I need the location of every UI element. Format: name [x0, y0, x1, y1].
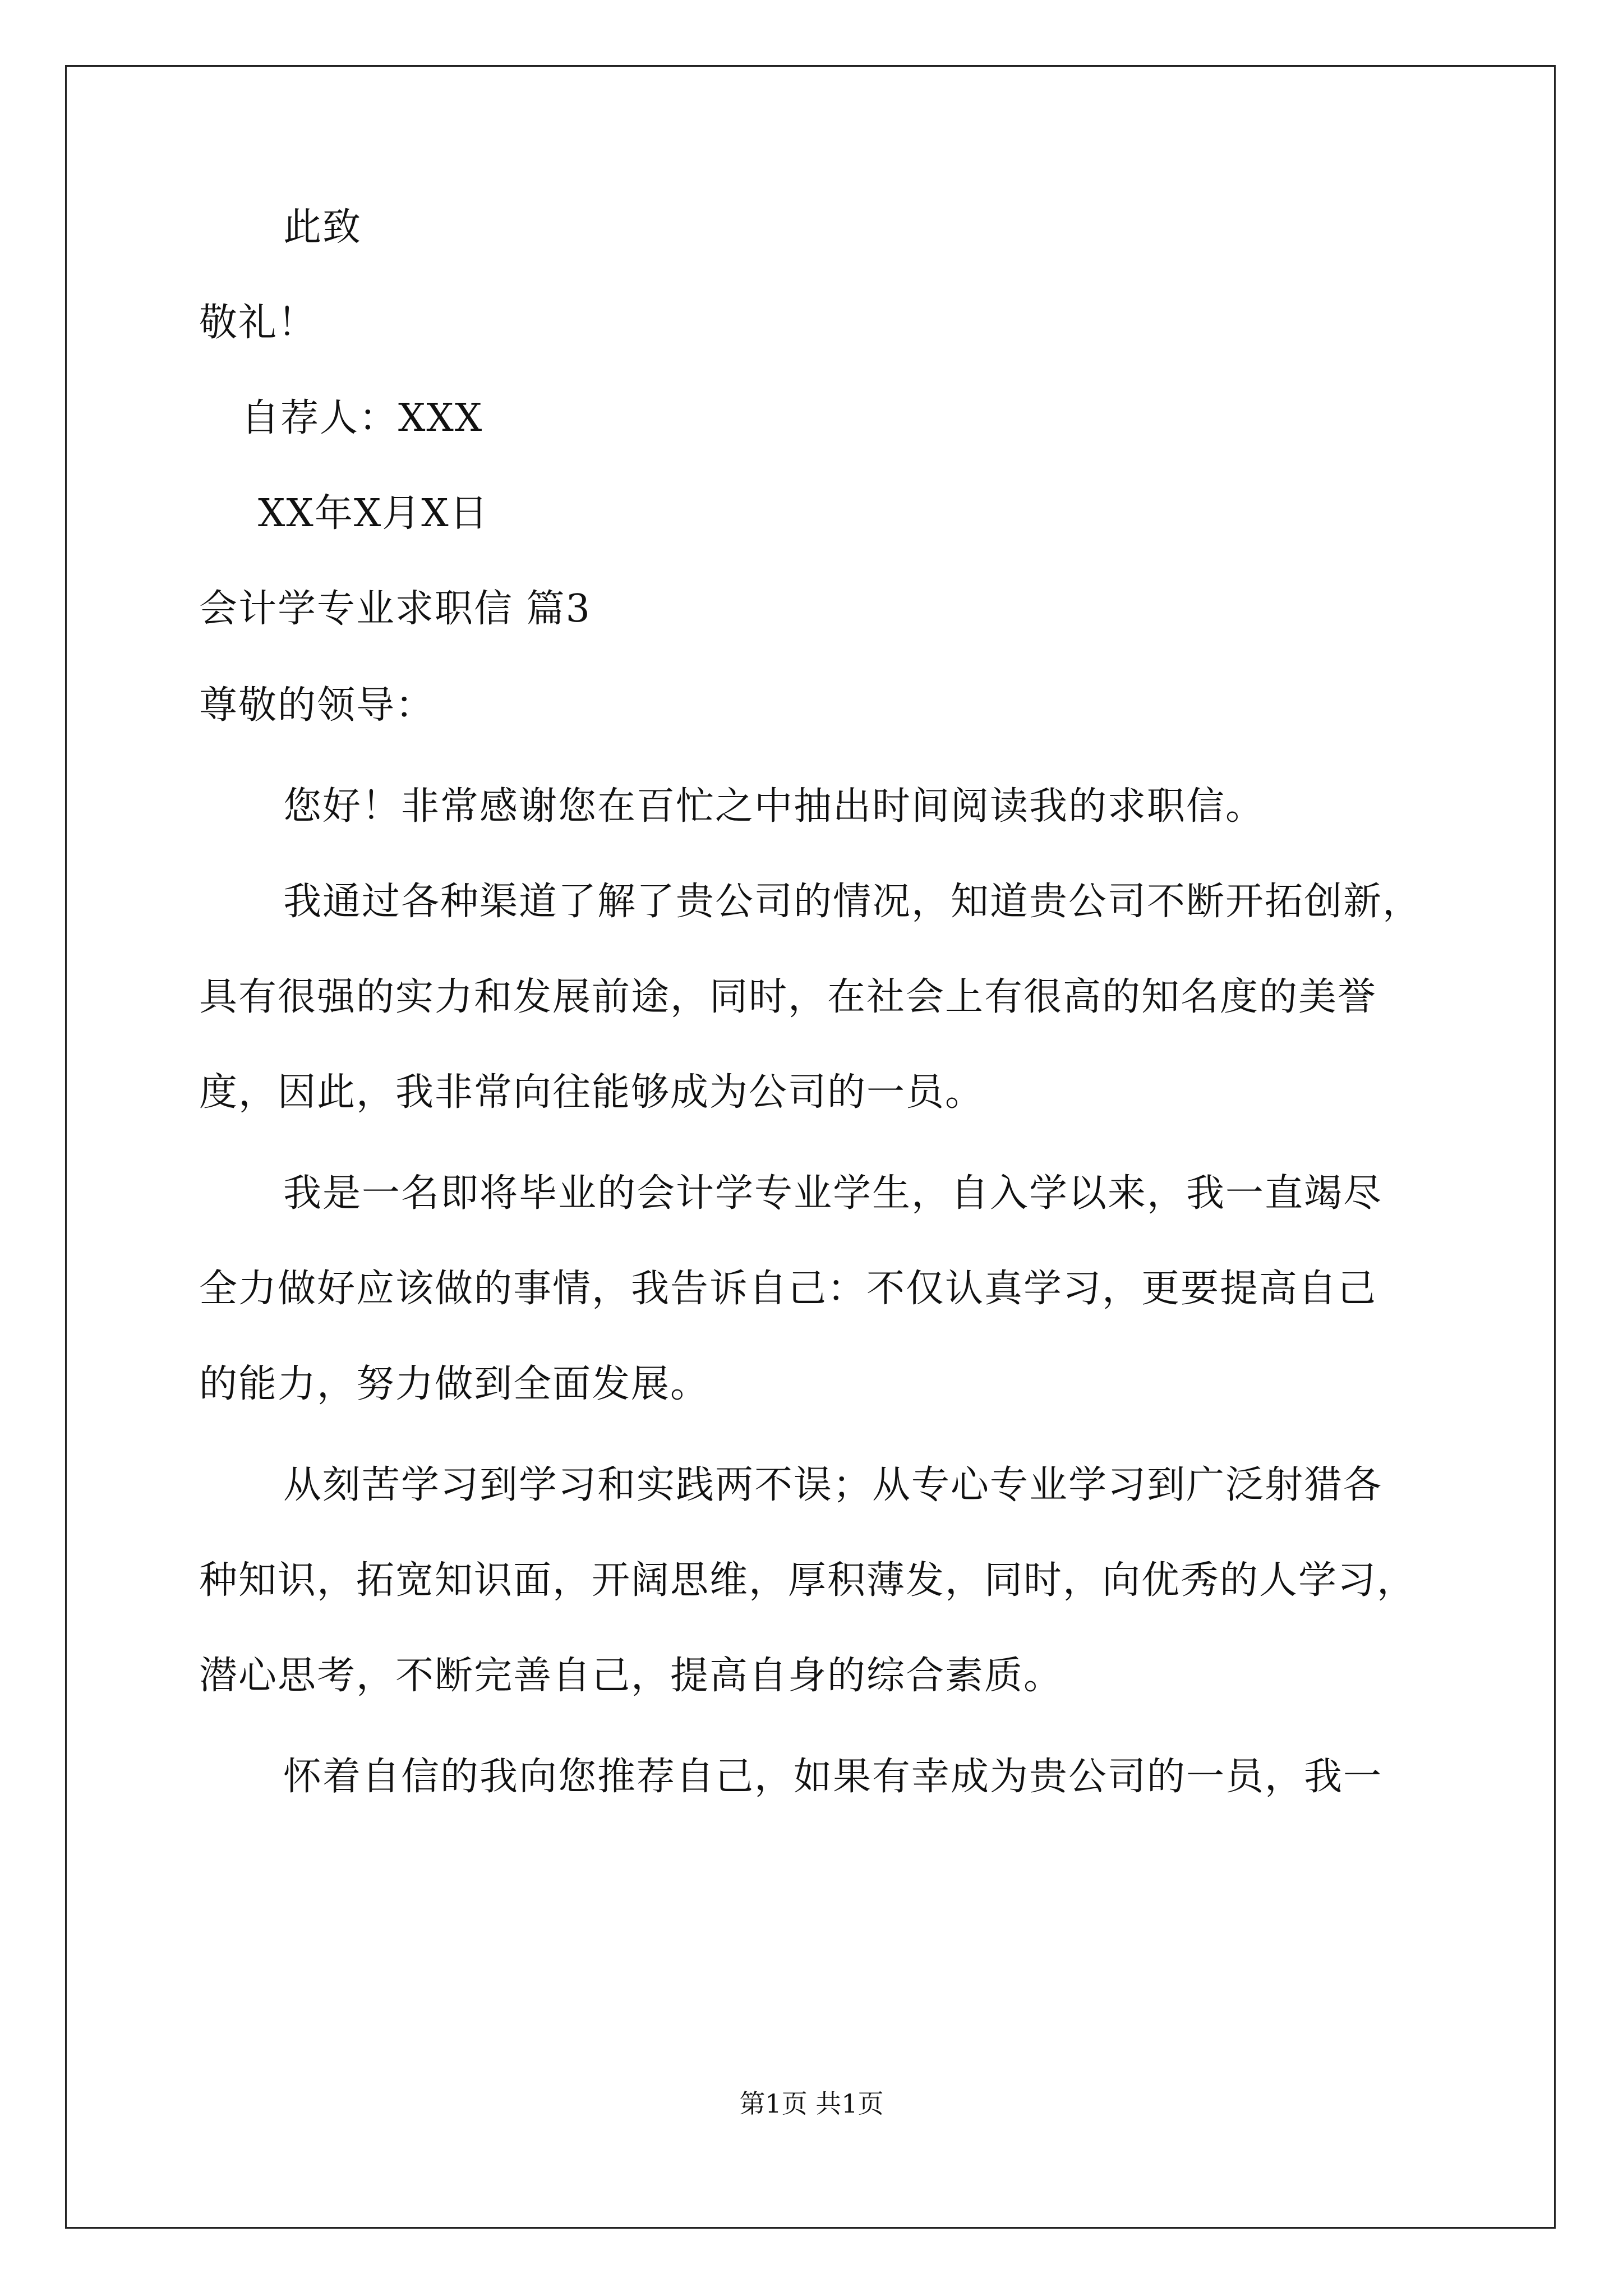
- paragraph-line: 的能力，努力做到全面发展。: [199, 1362, 710, 1406]
- greeting-text: 尊敬的领导：: [199, 683, 435, 728]
- page-footer: 第1页 共1页: [739, 2088, 884, 2119]
- paragraph-line: 度，因此，我非常向往能够成为公司的一员。: [199, 1070, 985, 1115]
- paragraph-line: 具有很强的实力和发展前途，同时，在社会上有很高的知名度的美誉: [199, 975, 1377, 1019]
- paragraph-line: 我是一名即将毕业的会计学专业学生，自入学以来，我一直竭尽: [283, 1171, 1383, 1216]
- section-heading: 会计学专业求职信 篇3: [199, 587, 591, 631]
- salute-text: 敬礼！: [199, 301, 317, 345]
- paragraph-line: 我通过各种渠道了解了贵公司的情况，知道贵公司不断开拓创新，: [283, 880, 1422, 924]
- paragraph-line: 种知识，拓宽知识面，开阔思维，厚积薄发，同时，向优秀的人学习，: [199, 1558, 1417, 1603]
- paragraph-line: 您好！非常感谢您在百忙之中抽出时间阅读我的求职信。: [283, 784, 1265, 829]
- paragraph-line: 从刻苦学习到学习和实践两不误；从专心专业学习到广泛射猎各: [283, 1463, 1383, 1507]
- paragraph-line: 潜心思考，不断完善自己，提高自身的综合素质。: [199, 1654, 1063, 1698]
- date-text: XX年X月X日: [258, 491, 489, 536]
- closing-text: 此致: [283, 205, 362, 250]
- paragraph-line: 全力做好应该做的事情，我告诉自己：不仅认真学习，更要提高自己: [199, 1267, 1377, 1311]
- signer-text: 自荐人：XXX: [241, 396, 483, 440]
- paragraph-line: 怀着自信的我向您推荐自己，如果有幸成为贵公司的一员，我一: [283, 1755, 1383, 1799]
- page-border: [65, 65, 1556, 2229]
